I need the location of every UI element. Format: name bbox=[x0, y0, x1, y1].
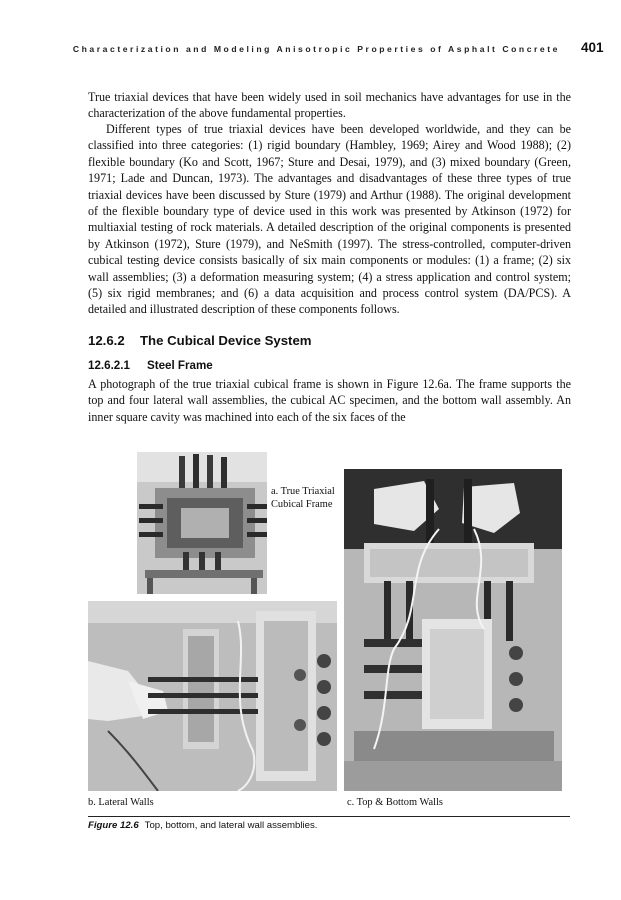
figure-caption bbox=[88, 820, 317, 831]
photo-top-bottom-walls bbox=[344, 469, 562, 791]
figure-caption-label: Figure 12.6 bbox=[88, 820, 139, 831]
figure-caption-text: Top, bottom, and lateral wall assemblies. bbox=[144, 820, 318, 831]
running-head: Characterization and Modeling Anisotropic Properties of Asphalt Concrete bbox=[72, 44, 560, 54]
subsection-heading bbox=[88, 359, 213, 372]
panel-a-label-line2: Cubical Frame bbox=[271, 499, 333, 510]
paragraph-intro: True triaxial devices that have been widely used in soil mechanics have advantages for use in the characterization of the above fundamental properties. bbox=[88, 90, 571, 121]
panel-b-label: b. Lateral Walls bbox=[88, 797, 154, 808]
panel-c-label: c. Top & Bottom Walls bbox=[347, 797, 443, 808]
photo-lateral-walls bbox=[88, 601, 337, 791]
paragraph-device-types: Different types of true triaxial devices have been developed worldwide, and they can be classified into three categories: (1) rigid boundary (Hambley, 1969; Airey and Wood 1988); (2) flexible boundary (Ko and Scott, 1967; Sture and Desai, 1979), and (3) mixed boundary (Green, 1971; Lade and Duncan, 1973). The advantages and disadvantages of these three types of true triaxial devices have been discussed by Sture (1979) and Arthur (1988). The original development of the flexible boundary type of device used in this work was presented by Atkinson (1972) for multiaxial testing of rock materials. A detailed description of the original components is presented by Atkinson (1972), Sture (1979), and NeSmith (1997). The stress-controlled, computer-driven cubical testing device consists basically of six main components or modules: (1) a frame; (2) six wall assemblies; (3) a deformation measuring system; (4) a stress application and control system; (5) six rigid membranes; and (6) a data acquisition and process control system (DA/PCS). A detailed and illustrated description of these components follows. bbox=[88, 122, 571, 317]
subsection-number: 12.6.2.1 bbox=[88, 359, 130, 372]
section-title: The Cubical Device System bbox=[140, 333, 312, 348]
section-number: 12.6.2 bbox=[88, 333, 125, 348]
panel-a-label-line1: a. True Triaxial bbox=[271, 486, 335, 497]
photo-cubical-frame bbox=[137, 452, 267, 594]
paragraph-steel-frame: A photograph of the true triaxial cubical frame is shown in Figure 12.6a. The frame supports the top and four lateral wall assemblies, the cubical AC specimen, and the bottom wall assembly. An inner square cavity was machined into each of the six faces of the bbox=[88, 377, 571, 424]
panel-a-label bbox=[271, 485, 335, 511]
section-heading bbox=[88, 333, 312, 348]
caption-rule bbox=[88, 816, 570, 817]
subsection-title: Steel Frame bbox=[147, 359, 213, 372]
page-number: 401 bbox=[581, 40, 604, 55]
